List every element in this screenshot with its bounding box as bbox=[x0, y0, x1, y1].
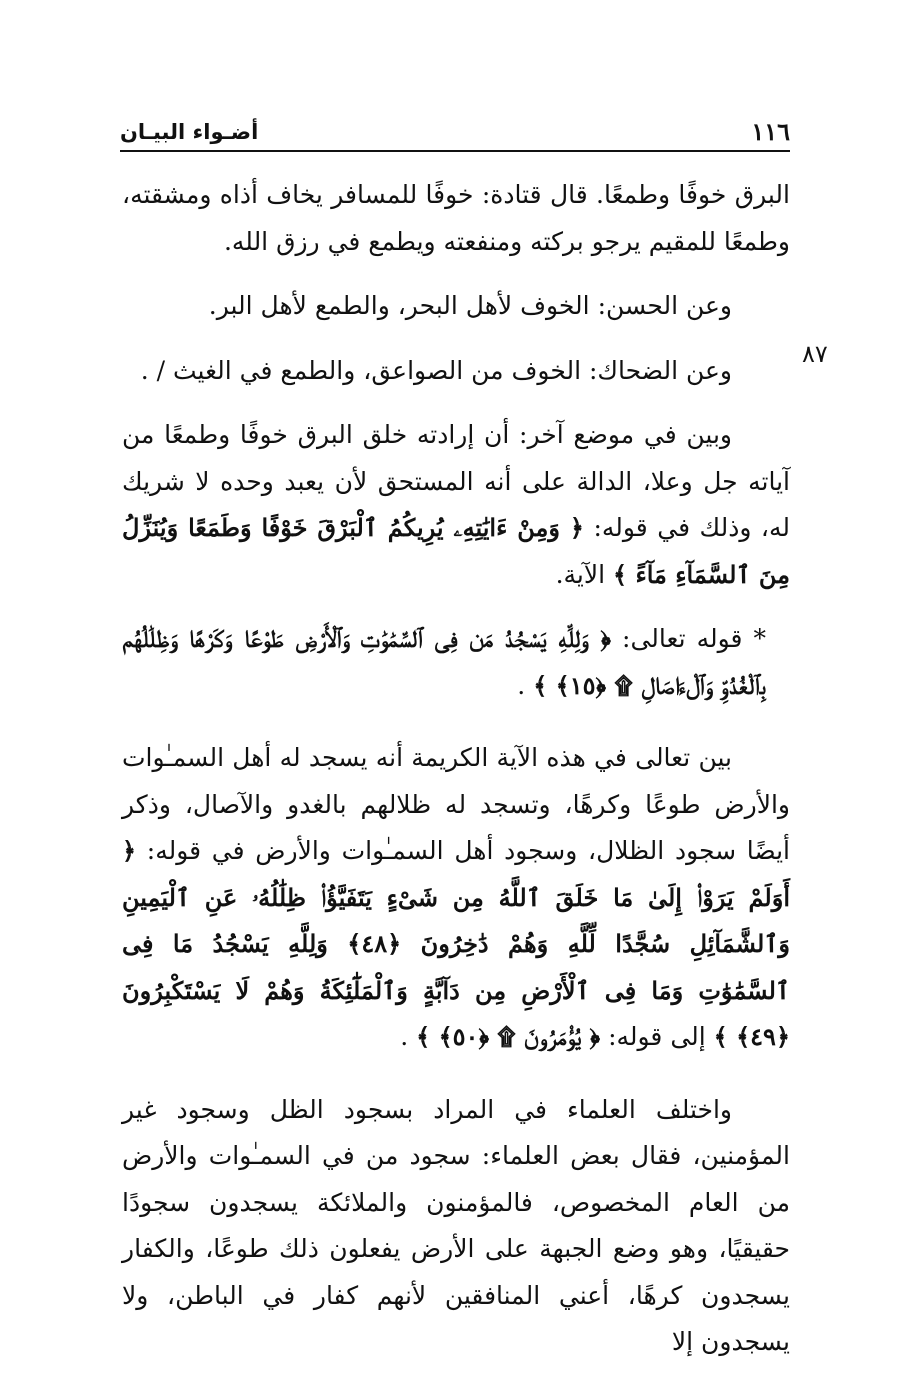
paragraph-5-connector: إلى قوله: bbox=[608, 1022, 706, 1051]
quran-verse-3: ﴿ أَوَلَمْ يَرَوْا۟ إِلَىٰ مَا خَلَقَ ٱللَّهُ مِن شَىْءٍ يَتَفَيَّؤُا۟ ظِلَٰلُهُۥ عَنِ ٱلْيَمِينِ وَٱلشَّمَآئِلِ سُجَّدًا لِّلَّهِ وَهُمْ دَٰخِرُونَ ﴿٤٨﴾ وَلِلَّهِ يَسْجُدُ مَا فِى ٱلسَّمَٰوَٰتِ وَمَا فِى ٱلْأَرْضِ مِن دَآبَّةٍ وَٱلْمَلَٰٓئِكَةُ وَهُمْ لَا يَسْتَكْبِرُونَ ﴿٤٩﴾ ﴾ bbox=[122, 836, 790, 1051]
paragraph-1: البرق خوفًا وطمعًا. قال قتادة: خوفًا للمسافر يخاف أذاه ومشقته، وطمعًا للمقيم يرجو بركته ومنفعته ويطمع في رزق الله. bbox=[122, 180, 790, 256]
paragraph-5 bbox=[122, 735, 790, 1061]
paragraph-4-text: وبين في موضع آخر: أن إرادته خلق البرق خوفًا وطمعًا من آياته جل وعلا، الدالة على أنه المستحق لأن يعبد وحده لا شريك له، وذلك في قوله: bbox=[122, 420, 790, 542]
paragraph-2: وعن الحسن: الخوف لأهل البحر، والطمع لأهل البر. bbox=[208, 291, 732, 320]
running-title: أضـواء البيـان bbox=[120, 120, 259, 144]
quran-verse-4: ﴿ يُؤْمَرُونَ ۩ ﴿٥٠﴾ ﴾ bbox=[416, 1022, 601, 1051]
paragraph-5-end-dot: . bbox=[400, 1022, 409, 1051]
paragraph-6: واختلف العلماء في المراد بسجود الظل وسجود غير المؤمنين، فقال بعض العلماء: سجود من في السمـٰوات والأرض من العام المخصوص، فالمؤمنون والملائكة يسجدون سجودًا حقيقيًا، وهو وضع الجبهة على الأرض يفعلون ذلك طوعًا، والكفار يسجدون كرهًا، أعني المنافقين لأنهم كفار في الباطن، ولا يسجدون إلا bbox=[122, 1094, 790, 1356]
topic-heading bbox=[122, 616, 790, 709]
topic-label: * قوله تعالى: bbox=[622, 624, 767, 653]
quran-verse-1: ﴿ وَمِنْ ءَايَٰتِهِۦ يُرِيكُمُ ٱلْبَرْقَ خَوْفًا وَطَمَعًا وَيُنَزِّلُ مِنَ ٱلسَّمَآءِ مَآءً ﴾ bbox=[122, 513, 790, 589]
page-body bbox=[122, 172, 790, 1384]
topic-end-dot: . bbox=[517, 670, 526, 700]
paragraph-4-tail: الآية. bbox=[555, 559, 606, 589]
page-number: ١١٦ bbox=[751, 117, 790, 146]
margin-page-marker: ٨٧ bbox=[802, 340, 828, 368]
paragraph-4 bbox=[122, 412, 790, 598]
paragraph-3: وعن الضحاك: الخوف من الصواعق، والطمع في الغيث / . bbox=[140, 355, 732, 385]
paragraph-5-text: بين تعالى في هذه الآية الكريمة أنه يسجد له أهل السمـٰوات والأرض طوعًا وكرهًا، وتسجد له ظلالهم بالغدو والآصال، وذكر أيضًا سجود الظلال، وسجود أهل السمـٰوات والأرض في قوله: bbox=[122, 743, 790, 865]
quran-verse-2: ﴿ وَلِلَّهِ يَسْجُدُ مَن فِى ٱلسَّمَٰوَٰتِ وَٱلْأَرْضِ طَوْعًا وَكَرْهًا وَظِلَٰلُهُم بِٱلْغُدُوِّ وَٱلْءَاصَالِ ۩ ﴿١٥﴾ ﴾ bbox=[122, 624, 766, 700]
page-header bbox=[120, 108, 790, 152]
